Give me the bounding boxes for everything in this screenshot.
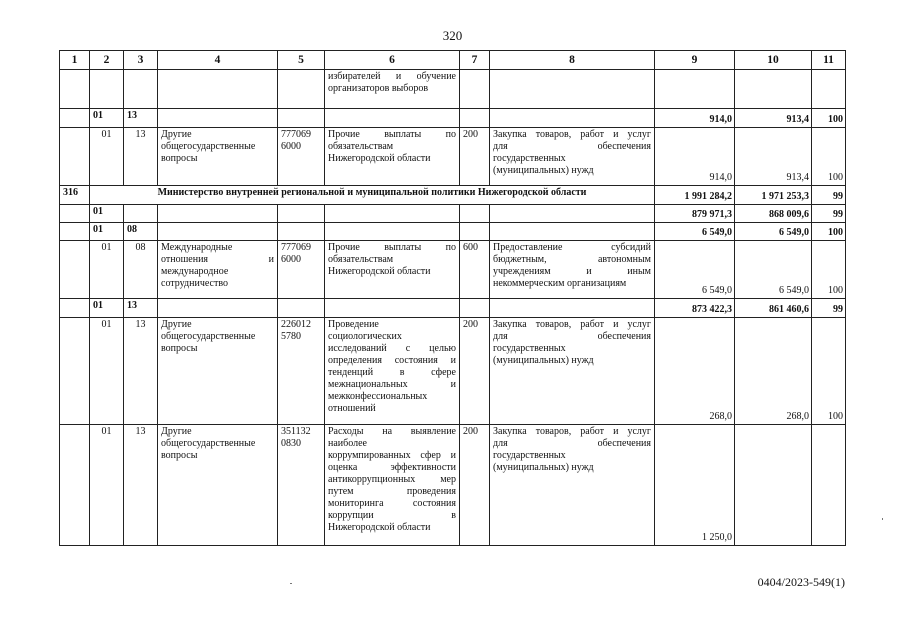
section-code: 01 bbox=[90, 241, 124, 299]
expense-type-name: Закупка товаров, работ и услуг для обеспечения государственных (муниципальных) нужд bbox=[490, 318, 655, 425]
subsection-code: 13 bbox=[124, 128, 158, 186]
col-header: 10 bbox=[735, 51, 812, 70]
table-row bbox=[60, 70, 846, 109]
purpose-cell: Проведение социологических исследований с целью определения состояния и тенденций в сфере межнациональных и межконфессиональных отношений bbox=[325, 318, 460, 425]
value-plan: 914,0 bbox=[655, 109, 735, 128]
col-header: 6 bbox=[325, 51, 460, 70]
section-code: 01 bbox=[90, 128, 124, 186]
col-header: 8 bbox=[490, 51, 655, 70]
value-actual: 1 971 253,3 bbox=[735, 186, 812, 205]
value-actual: 913,4 bbox=[735, 128, 812, 186]
value-actual: 268,0 bbox=[735, 318, 812, 425]
value-plan: 6 549,0 bbox=[655, 223, 735, 241]
value-plan: 879 971,3 bbox=[655, 205, 735, 223]
purpose-cell: Прочие выплаты по обязательствам Нижегородской области bbox=[325, 241, 460, 299]
expense-type-name: Закупка товаров, работ и услуг для обеспечения государственных (муниципальных) нужд bbox=[490, 128, 655, 186]
target-article-code: 777069 6000 bbox=[278, 241, 325, 299]
col-header: 3 bbox=[124, 51, 158, 70]
value-percent: 99 bbox=[812, 299, 846, 318]
section-code: 01 bbox=[90, 425, 124, 546]
subsection-code: 08 bbox=[124, 241, 158, 299]
expense-type-name: Предоставление субсидий бюджетным, автономным учреждениям и иным некоммерческим организациям bbox=[490, 241, 655, 299]
value-percent: 100 bbox=[812, 318, 846, 425]
value-percent bbox=[812, 425, 846, 546]
value-percent: 99 bbox=[812, 186, 846, 205]
value-plan: 873 422,3 bbox=[655, 299, 735, 318]
value-actual: 913,4 bbox=[735, 109, 812, 128]
col-header: 5 bbox=[278, 51, 325, 70]
scan-speck bbox=[882, 518, 883, 520]
table-row bbox=[60, 241, 846, 299]
expense-type-code: 200 bbox=[460, 128, 490, 186]
value-percent: 100 bbox=[812, 109, 846, 128]
section-code: 01 bbox=[90, 299, 124, 318]
expense-type-name: Закупка товаров, работ и услуг для обеспечения государственных (муниципальных) нужд bbox=[490, 425, 655, 546]
subsection-name: Другие общегосударственные вопросы bbox=[158, 128, 278, 186]
value-actual: 861 460,6 bbox=[735, 299, 812, 318]
target-article-code: 777069 6000 bbox=[278, 128, 325, 186]
subsection-code: 13 bbox=[124, 425, 158, 546]
value-actual: 868 009,6 bbox=[735, 205, 812, 223]
value-plan: 6 549,0 bbox=[655, 241, 735, 299]
col-header: 2 bbox=[90, 51, 124, 70]
table-row bbox=[60, 128, 846, 186]
expense-type-code: 600 bbox=[460, 241, 490, 299]
table-row-subtotal bbox=[60, 205, 846, 223]
subsection-code: 08 bbox=[124, 223, 158, 241]
col-header: 11 bbox=[812, 51, 846, 70]
purpose-cell: избирателей и обучение организаторов выборов bbox=[325, 70, 460, 109]
value-plan: 1 991 284,2 bbox=[655, 186, 735, 205]
table-row bbox=[60, 425, 846, 546]
value-plan: 268,0 bbox=[655, 318, 735, 425]
col-header: 7 bbox=[460, 51, 490, 70]
value-percent: 100 bbox=[812, 128, 846, 186]
value-actual: 6 549,0 bbox=[735, 223, 812, 241]
value-actual bbox=[735, 425, 812, 546]
subsection-name: Другие общегосударственные вопросы bbox=[158, 425, 278, 546]
budget-table bbox=[59, 50, 846, 546]
table-row-subtotal bbox=[60, 223, 846, 241]
subsection-name: Международные отношения и международное сотрудничество bbox=[158, 241, 278, 299]
document-code: 0404/2023-549(1) bbox=[757, 575, 845, 589]
expense-type-code: 200 bbox=[460, 318, 490, 425]
purpose-cell: Расходы на выявление наиболее коррумпированных сфер и оценка эффективности антикоррупционных мер путем проведения мониторинга состояния коррупции в Нижегородской области bbox=[325, 425, 460, 546]
target-article-code: 226012 5780 bbox=[278, 318, 325, 425]
ministry-code: 316 bbox=[60, 186, 90, 205]
subsection-code: 13 bbox=[124, 109, 158, 128]
col-header: 4 bbox=[158, 51, 278, 70]
target-article-code: 351132 0830 bbox=[278, 425, 325, 546]
subsection-name: Другие общегосударственные вопросы bbox=[158, 318, 278, 425]
value-percent: 99 bbox=[812, 205, 846, 223]
section-code: 01 bbox=[90, 318, 124, 425]
ministry-name: Министерство внутренней региональной и муниципальной политики Нижегородской области bbox=[90, 186, 655, 205]
expense-type-code: 200 bbox=[460, 425, 490, 546]
value-plan: 1 250,0 bbox=[655, 425, 735, 546]
scan-speck bbox=[290, 583, 292, 584]
value-plan: 914,0 bbox=[655, 128, 735, 186]
section-code: 01 bbox=[90, 109, 124, 128]
table-row bbox=[60, 318, 846, 425]
section-code: 01 bbox=[90, 223, 124, 241]
page-number: 320 bbox=[442, 28, 463, 43]
value-percent: 100 bbox=[812, 241, 846, 299]
column-number-row bbox=[60, 51, 846, 70]
table-row-subtotal bbox=[60, 109, 846, 128]
table-row-ministry bbox=[60, 186, 846, 205]
purpose-cell: Прочие выплаты по обязательствам Нижегородской области bbox=[325, 128, 460, 186]
section-code: 01 bbox=[90, 205, 124, 223]
col-header: 9 bbox=[655, 51, 735, 70]
col-header: 1 bbox=[60, 51, 90, 70]
subsection-code: 13 bbox=[124, 318, 158, 425]
table-row-subtotal bbox=[60, 299, 846, 318]
subsection-code: 13 bbox=[124, 299, 158, 318]
value-percent: 100 bbox=[812, 223, 846, 241]
value-actual: 6 549,0 bbox=[735, 241, 812, 299]
